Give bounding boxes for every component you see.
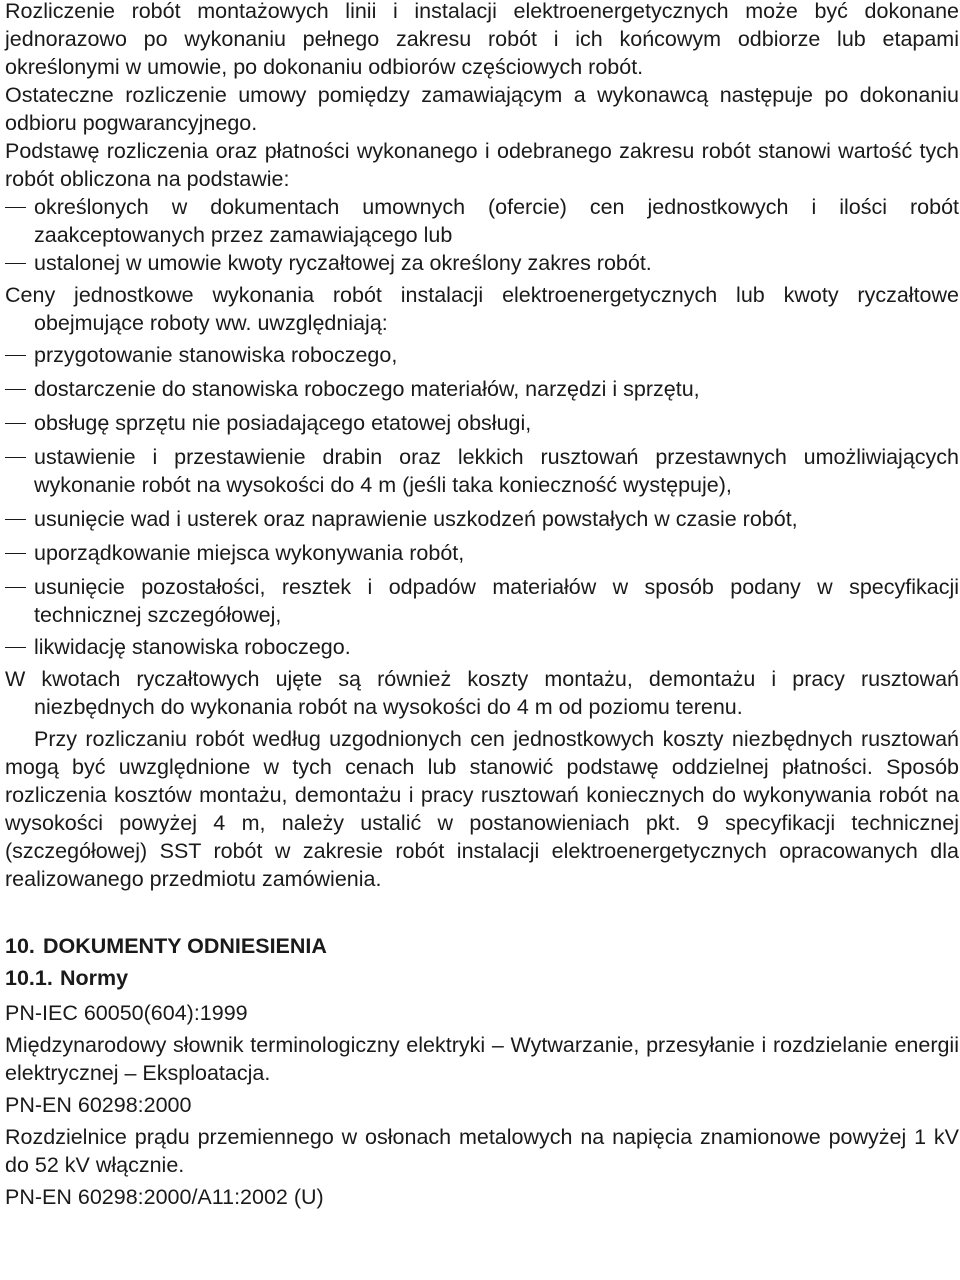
section-title: DOKUMENTY ODNIESIENIA	[43, 934, 327, 958]
list-item: przygotowanie stanowiska roboczego,	[5, 341, 959, 369]
payment-basis-list	[5, 193, 959, 277]
paragraph-lump-sum: W kwotach ryczałtowych ujęte są również koszty montażu, demontażu i pracy rusztowań niezbędnych do wykonania robót na wysokości do 4 m od poziomu terenu.	[5, 667, 959, 719]
section-heading	[5, 931, 959, 961]
list-item: dostarczenie do stanowiska roboczego materiałów, narzędzi i sprzętu,	[5, 375, 959, 403]
list-item: określonych w dokumentach umownych (ofercie) cen jednostkowych i ilości robót zaakceptowanych przez zamawiającego lub	[5, 193, 959, 249]
paragraph-payment-basis: Podstawę rozliczenia oraz płatności wykonanego i odebranego zakresu robót stanowi wartość tych robót obliczona na podstawie:	[5, 139, 959, 191]
standard-code: PN-EN 60298:2000	[5, 1093, 192, 1117]
list-item: ustawienie i przestawienie drabin oraz lekkich rusztowań przestawnych umożliwiających wykonanie robót na wysokości do 4 m (jeśli taka konieczność występuje),	[5, 443, 959, 499]
paragraph-scaffolding-costs: Przy rozliczaniu robót według uzgodnionych cen jednostkowych koszty niezbędnych rusztowań mogą być uwzględnione w tych cenach lub stanowić podstawę oddzielnej płatności. Sposób rozliczenia kosztów montażu, demontażu i pracy rusztowań koniecznych do wykonywania robót na wysokości powyżej 4 m, należy ustalić w postanowieniach pkt. 9 specyfikacji technicznej (szczegółowej) SST robót w zakresie robót instalacji elektroenergetycznych opracowanych dla realizowanego przedmiotu zamówienia.	[5, 727, 959, 891]
dash-bullet	[5, 553, 26, 554]
section-number: 10.	[5, 934, 35, 958]
dash-bullet	[5, 263, 26, 264]
list-item: likwidację stanowiska roboczego.	[5, 633, 959, 661]
dash-bullet	[5, 519, 26, 520]
standards-list	[5, 999, 959, 1211]
dash-bullet	[5, 389, 26, 390]
standard-code: PN-IEC 60050(604):1999	[5, 1001, 248, 1025]
subsection-heading	[5, 963, 959, 993]
dash-bullet	[5, 587, 26, 588]
list-item: uporządkowanie miejsca wykonywania robót,	[5, 539, 959, 567]
dash-bullet	[5, 647, 26, 648]
dash-bullet	[5, 355, 26, 356]
dash-bullet	[5, 207, 26, 208]
dash-bullet	[5, 457, 26, 458]
list-item: usunięcie pozostałości, resztek i odpadów materiałów w sposób podany w specyfikacji technicznej szczegółowej,	[5, 573, 959, 629]
list-item: ustalonej w umowie kwoty ryczałtowej za określony zakres robót.	[5, 249, 959, 277]
list-item: usunięcie wad i usterek oraz naprawienie uszkodzeń powstałych w czasie robót,	[5, 505, 959, 533]
standard-description: Międzynarodowy słownik terminologiczny elektryki – Wytwarzanie, przesyłanie i rozdzielanie energii elektrycznej – Eksploatacja.	[5, 1033, 959, 1085]
standard-description: Rozdzielnice prądu przemiennego w osłonach metalowych na napięcia znamionowe powyżej 1 kV do 52 kV włącznie.	[5, 1125, 959, 1177]
document-page	[5, 0, 959, 1211]
included-costs-list	[5, 341, 959, 661]
dash-bullet	[5, 423, 26, 424]
standard-code: PN-EN 60298:2000/A11:2002 (U)	[5, 1185, 324, 1209]
subsection-number: 10.1.	[5, 966, 53, 990]
list-item: obsługę sprzętu nie posiadającego etatowej obsługi,	[5, 409, 959, 437]
paragraph-unit-prices: Ceny jednostkowe wykonania robót instalacji elektroenergetycznych lub kwoty ryczałtowe obejmujące roboty ww. uwzględniają:	[5, 283, 959, 335]
paragraph-final-settlement: Ostateczne rozliczenie umowy pomiędzy zamawiającym a wykonawcą następuje po dokonaniu odbioru pogwarancyjnego.	[5, 83, 959, 135]
subsection-title: Normy	[60, 966, 129, 990]
paragraph-settlement-method: Rozliczenie robót montażowych linii i instalacji elektroenergetycznych może być dokonane jednorazowo po wykonaniu pełnego zakresu robót i ich końcowym odbiorze lub etapami określonymi w umowie, po dokonaniu odbiorów częściowych robót.	[5, 0, 959, 79]
